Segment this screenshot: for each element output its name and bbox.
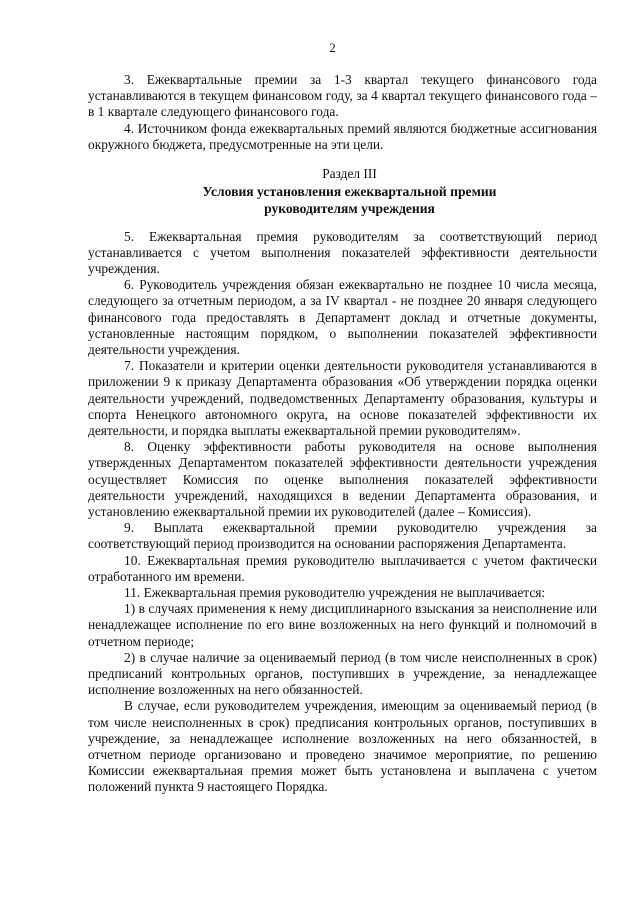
paragraph-5: 5. Ежеквартальная премия руководителям за соответствующий период устанавливается с учетом выполнения показателей эффективности деятельности учреждения.	[88, 228, 597, 276]
paragraph-3: 3. Ежеквартальные премии за 1-3 квартал текущего финансового года устанавливаются в текущем финансовом году, за 4 квартал текущего финансового года – в 1 квартале следующего финансового года.	[88, 72, 597, 120]
paragraph-4: 4. Источником фонда ежеквартальных премий являются бюджетные ассигнования окружного бюджета, предусмотренные на эти цели.	[88, 120, 597, 152]
page-number: 2	[329, 40, 336, 55]
section-title-line-1: Условия установления ежеквартальной премии	[202, 183, 497, 199]
document-body	[88, 72, 597, 796]
paragraph-9: 9. Выплата ежеквартальной премии руководителю учреждения за соответствующий период производится на основании распоряжения Департамента.	[88, 520, 597, 552]
section-title-line-2: руководителям учреждения	[264, 200, 435, 216]
section-label: Раздел III	[322, 166, 377, 182]
section-title-spacer	[88, 217, 597, 229]
section-spacer	[88, 153, 597, 166]
paragraph-10: 10. Ежеквартальная премия руководителю выплачивается с учетом фактически отработанного им времени.	[88, 552, 597, 584]
paragraph-11-item-2: 2) в случае наличие за оцениваемый период (в том числе неисполненных в срок) предписаний контрольных органов, поступивших в учреждение, за ненадлежащее исполнение возложенных на него обязанностей.	[88, 649, 597, 698]
paragraph-6: 6. Руководитель учреждения обязан ежеквартально не позднее 10 числа месяца, следующего за отчетным периодом, а за IV квартал - не позднее 20 января следующего финансового года предоставлять в Департамент доклад и отчетные документы, установленные настоящим порядком, о выполнении показателей эффективности деятельности учреждения.	[88, 277, 597, 357]
paragraph-11-item-1: 1) в случаях применения к нему дисциплинарного взыскания за неисполнение или ненадлежащее исполнение по его вине возложенных на него функций и полномочий в отчетном периоде;	[88, 601, 597, 649]
paragraph-7: 7. Показатели и критерии оценки деятельности руководителя устанавливаются в приложении 9 к приказу Департамента образования «Об утверждении порядка оценки деятельности учреждений, подведомственных Департаменту образования, культуры и спорта Ненецкого автономного округа, на основе показателей эффективности их деятельности, и порядка выплаты ежеквартальной премии руководителям».	[88, 358, 597, 438]
paragraph-8: 8. Оценку эффективности работы руководителя на основе выполнения утвержденных Департаментом показателей эффективности деятельности учреждения осуществляет Комиссия по оценке выполнения показателей эффективности деятельности учреждений, находящихся в ведении Департамента образования, и установлению ежеквартальной премии их руководителей (далее – Комиссия).	[88, 439, 597, 519]
paragraph-11: 11. Ежеквартальная премия руководителю учреждения не выплачивается:	[124, 584, 546, 600]
paragraph-exception: В случае, если руководителем учреждения, имеющим за оцениваемый период (в том числе неисполненных в срок) предписания контрольных органов, поступивших в учреждение, за ненадлежащее исполнение возложенных на него обязанностей, в отчетном периоде организовано и проведено значимое мероприятие, по решению Комиссии ежеквартальная премия может быть установлена и выплачена с учетом положений пункта 9 настоящего Порядка.	[88, 698, 597, 795]
